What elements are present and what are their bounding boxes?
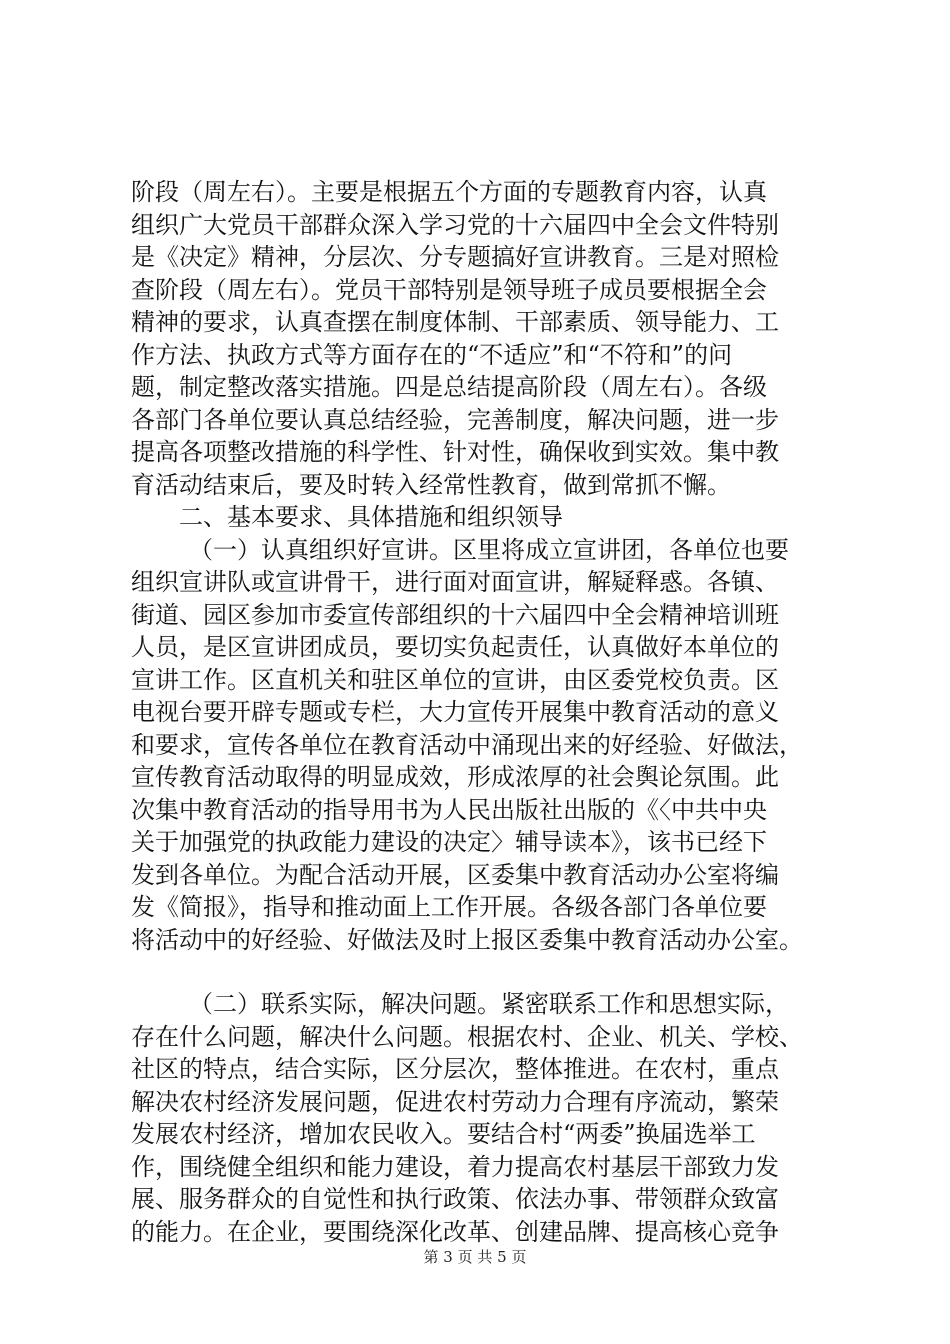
paragraph-gap [131, 956, 836, 988]
text-line: 发到各单位。为配合活动开展，区委集中教育活动办公室将编 [131, 860, 779, 889]
text-line: 是《决定》精神，分层次、分专题搞好宣讲教育。三是对照检 [131, 243, 779, 271]
text-line: 存在什么问题，解决什么问题。根据农村、企业、机关、学校、 [131, 1022, 803, 1051]
text-line: 发《简报》，指导和推动面上工作开展。各级各部门各单位要 [131, 893, 767, 921]
text-line: 组织宣讲队或宣讲骨干，进行面对面宣讲，解疑释惑。各镇、 [131, 568, 779, 596]
text-line: （一）认真组织好宣讲。区里将成立宣讲团，各单位也要 [189, 535, 789, 564]
text-line: 和要求，宣传各单位在教育活动中涌现出来的好经验、好做法， [131, 730, 803, 759]
paragraph-practice [131, 988, 836, 1248]
text-line: 组织广大党员干部群众深入学习党的十六届四中全会文件特别 [131, 210, 779, 239]
text-line: 各部门各单位要认真总结经验，完善制度，解决问题，进一步 [131, 405, 779, 434]
text-line: 发展农村经济，增加农民收入。要结合村“两委”换届选举工 [131, 1120, 756, 1148]
text-line: 次集中教育活动的指导用书为人民出版社出版的《〈中共中央 [131, 795, 767, 824]
text-line: 查阶段（周左右）。党员干部特别是领导班子成员要根据全会 [131, 275, 767, 304]
paragraph-stage-description [131, 176, 836, 501]
text-line: 展、服务群众的自觉性和执行政策、依法办事、带领群众致富 [131, 1185, 779, 1213]
text-line: 街道、园区参加市委宣传部组织的十六届四中全会精神培训班 [131, 600, 779, 629]
text-line: 关于加强党的执政能力建设的决定〉辅导读本》，该书已经下 [131, 828, 767, 856]
text-line: 精神的要求，认真查摆在制度体制、干部素质、领导能力、工 [131, 308, 779, 336]
text-line: 宣讲工作。区直机关和驻区单位的宣讲，由区委党校负责。区 [131, 665, 779, 694]
text-line: 将活动中的好经验、好做法及时上报区委集中教育活动办公室。 [131, 925, 803, 954]
text-line: 育活动结束后，要及时转入经常性教育，做到常抓不懈。 [131, 470, 731, 499]
text-line: 社区的特点，结合实际，区分层次，整体推进。在农村，重点 [131, 1055, 779, 1083]
text-line: 阶段（周左右）。主要是根据五个方面的专题教育内容，认真 [131, 178, 767, 206]
text-line: 的能力。在企业，要围绕深化改革、创建品牌、提高核心竞争 [131, 1217, 779, 1246]
document-body [131, 176, 836, 1248]
text-line: 人员，是区宣讲团成员，要切实负起责任，认真做好本单位的 [131, 633, 779, 661]
text-line: 宣传教育活动取得的明显成效，形成浓厚的社会舆论氛围。此 [131, 763, 779, 791]
text-line: 题，制定整改落实措施。四是总结提高阶段（周左右）。各级 [131, 373, 767, 401]
text-line: 电视台要开辟专题或专栏，大力宣传开展集中教育活动的意义 [131, 698, 779, 726]
text-line: 作方法、执政方式等方面存在的“不适应”和“不符和”的问 [131, 340, 733, 369]
page-number-footer: 第 3 页 共 5 页 [423, 1248, 527, 1266]
section-heading: 二、基本要求、具体措施和组织领导 [179, 503, 563, 531]
text-line: 提高各项整改措施的科学性、针对性，确保收到实效。集中教 [131, 438, 779, 466]
text-line: 作，围绕健全组织和能力建设，着力提高农村基层干部致力发 [131, 1152, 779, 1181]
text-line: 解决农村经济发展问题，促进农村劳动力合理有序流动，繁荣 [131, 1087, 779, 1116]
text-line: （二）联系实际，解决问题。紧密联系工作和思想实际， [189, 990, 789, 1018]
paragraph-propaganda [131, 534, 836, 957]
